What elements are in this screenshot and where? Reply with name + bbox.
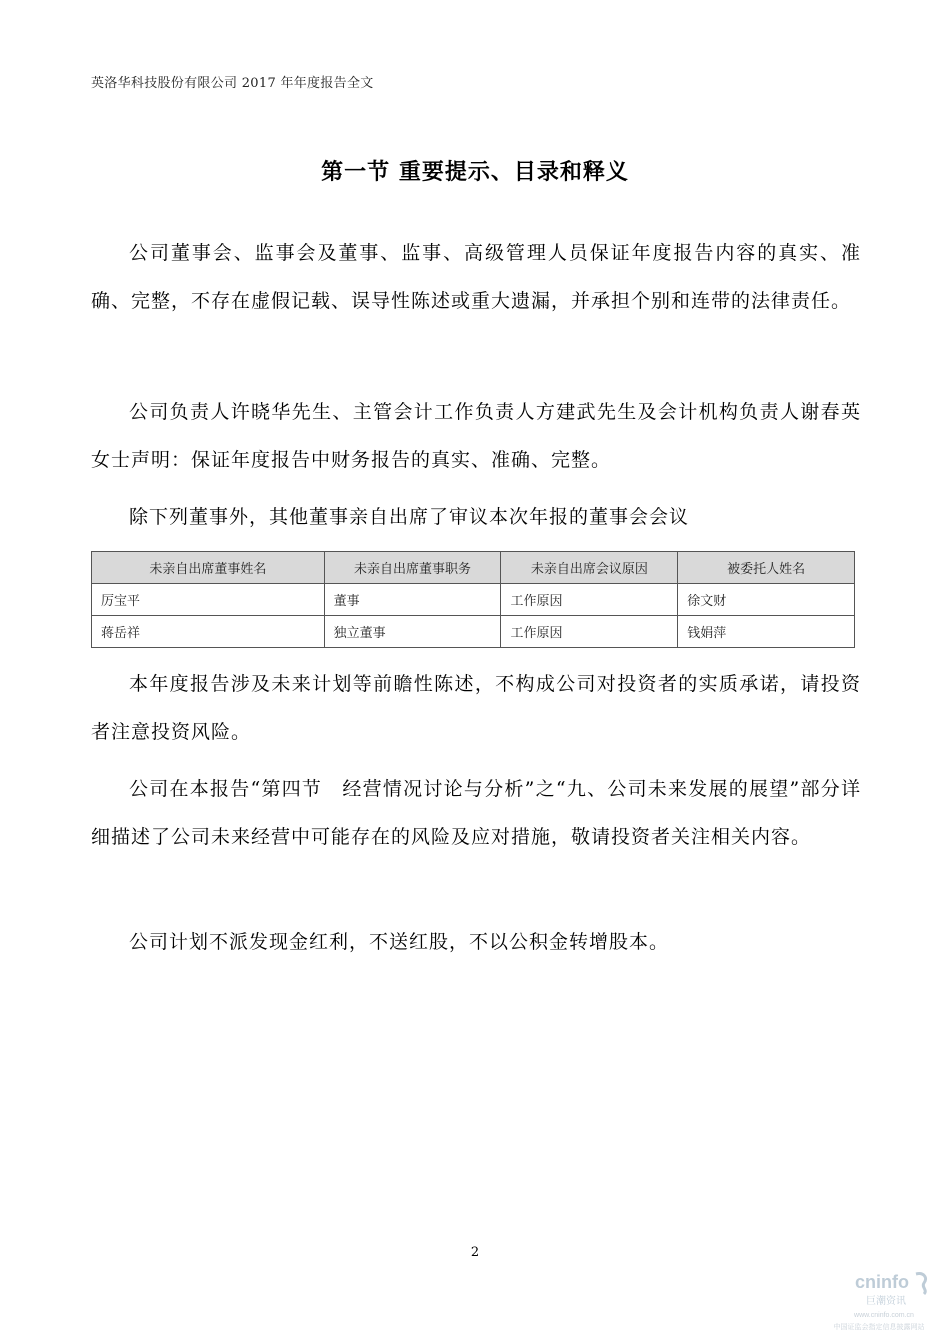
table-cell: 蒋岳祥 bbox=[92, 616, 325, 648]
table-cell: 钱娟萍 bbox=[678, 616, 855, 648]
paragraph-declaration: 公司负责人许晓华先生、主管会计工作负责人方建武先生及会计机构负责人谢春英女士声明：保证年度报告中财务报告的真实、准确、完整。 bbox=[91, 401, 861, 471]
report-header: 英洛华科技股份有限公司 2017 年年度报告全文 bbox=[91, 76, 374, 91]
table-header-row bbox=[92, 552, 855, 584]
watermark-cn-name: 巨潮资讯 bbox=[866, 1296, 906, 1307]
table-header-cell: 被委托人姓名 bbox=[678, 552, 855, 584]
table-cell: 工作原因 bbox=[501, 584, 678, 616]
paragraph-table-intro: 除下列董事外，其他董事亲自出席了审议本次年报的董事会会议 bbox=[129, 506, 690, 528]
paragraph-risk-notice: 公司在本报告“第四节 经营情况讨论与分析”之“九、公司未来发展的展望”部分详细描述了公司未来经营中可能存在的风险及应对措施，敬请投资者关注相关内容。 bbox=[91, 778, 861, 848]
table-header-cell: 未亲自出席会议原因 bbox=[501, 552, 678, 584]
table-cell: 独立董事 bbox=[324, 616, 501, 648]
table-cell: 董事 bbox=[324, 584, 501, 616]
table-row bbox=[92, 616, 855, 648]
table-header-cell: 未亲自出席董事姓名 bbox=[92, 552, 325, 584]
paragraph-forward-looking: 本年度报告涉及未来计划等前瞻性陈述，不构成公司对投资者的实质承诺，请投资者注意投资风险。 bbox=[91, 673, 861, 743]
watermark-url: www.cninfo.com.cn bbox=[854, 1312, 914, 1319]
swirl-icon bbox=[916, 1274, 926, 1294]
paragraph-dividend-plan: 公司计划不派发现金红利，不送红股，不以公积金转增股本。 bbox=[129, 931, 670, 953]
table-cell: 工作原因 bbox=[501, 616, 678, 648]
watermark-org: 中国证监会指定信息披露网站 bbox=[833, 1323, 925, 1331]
watermark-brand: cninfo bbox=[855, 1272, 909, 1292]
paragraph-responsibility: 公司董事会、监事会及董事、监事、高级管理人员保证年度报告内容的真实、准确、完整，不存在虚假记载、误导性陈述或重大遗漏，并承担个别和连带的法律责任。 bbox=[91, 242, 861, 312]
table-cell: 徐文财 bbox=[678, 584, 855, 616]
absent-directors-table bbox=[91, 551, 855, 648]
table-row bbox=[92, 584, 855, 616]
table-header-cell: 未亲自出席董事职务 bbox=[324, 552, 501, 584]
page-number: 2 bbox=[470, 1245, 480, 1260]
cninfo-watermark-logo bbox=[824, 1266, 934, 1336]
section-title: 第一节 重要提示、目录和释义 bbox=[321, 159, 629, 185]
table-cell: 厉宝平 bbox=[92, 584, 325, 616]
